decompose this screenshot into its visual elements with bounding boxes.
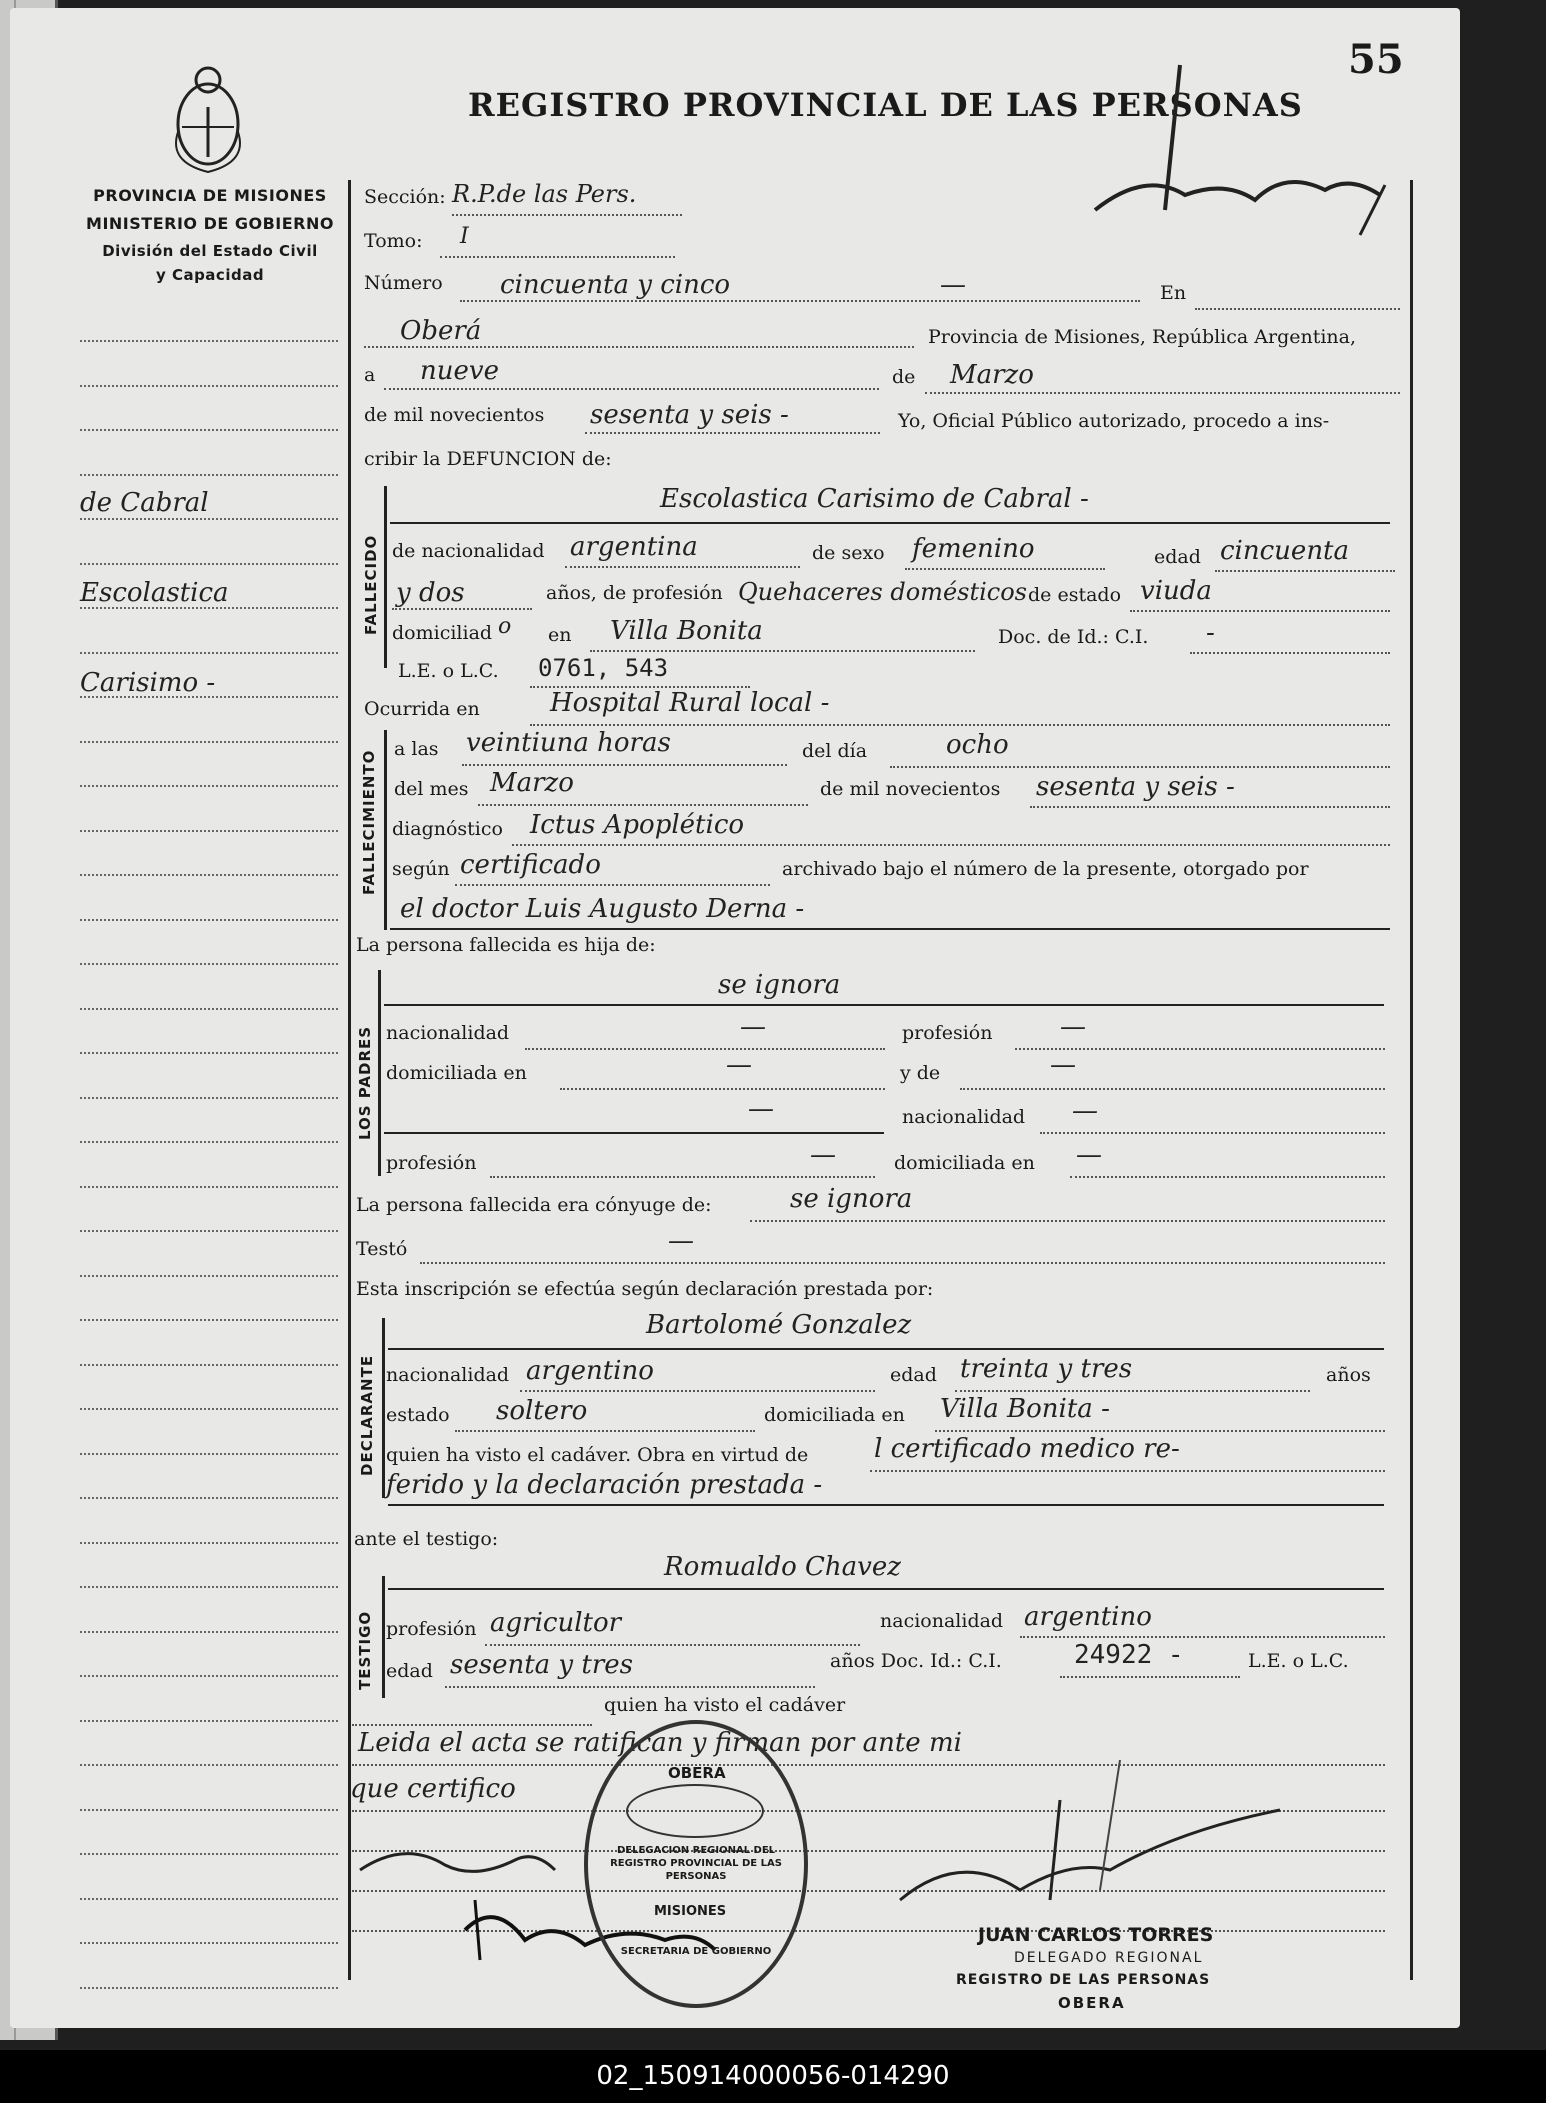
ocurrida-value: Hospital Rural local -	[550, 688, 830, 718]
madre-nac-value: —	[1072, 1096, 1098, 1126]
padre-profesion-label: profesión	[902, 1022, 993, 1044]
padre-nac-value: —	[740, 1012, 766, 1042]
mes-fall-value: Marzo	[490, 768, 574, 798]
domiciliado-suffix: o	[498, 614, 512, 639]
obra-value-2: ferido y la declaración prestada -	[386, 1470, 823, 1500]
t-edad-label: edad	[386, 1660, 433, 1682]
hora-value: veintiuna horas	[466, 728, 671, 758]
decl-edad-label: edad	[890, 1364, 937, 1386]
officer-name: JUAN CARLOS TORRES	[978, 1924, 1214, 1946]
margin-note-1: de Cabral	[80, 488, 209, 518]
nacionalidad-line	[565, 566, 800, 568]
ocurrida-label: Ocurrida en	[364, 698, 480, 720]
padre-prof-value: —	[1060, 1012, 1086, 1042]
mes-line	[925, 392, 1400, 394]
yo-oficial-label: Yo, Oficial Público autorizado, procedo a ins-	[898, 410, 1330, 432]
numero-line	[460, 300, 1140, 302]
margin-line	[80, 1764, 338, 1766]
madre-domiciliada-label: domiciliada en	[894, 1152, 1035, 1174]
conyuge-line	[750, 1220, 1385, 1222]
leida-value-2: que certifico	[350, 1774, 516, 1804]
edad2-line	[392, 608, 532, 610]
fallecido-section-label: FALLECIDO	[362, 534, 380, 635]
dia-value: nueve	[420, 356, 499, 386]
margin-line	[80, 1275, 338, 1277]
right-border	[1410, 180, 1413, 1980]
signature-top	[1085, 60, 1395, 240]
footer-id: 02_150914000056-014290	[0, 2050, 1546, 2103]
ci-value: -	[1206, 618, 1215, 648]
margin-line	[80, 652, 338, 654]
t-quien-line	[352, 1724, 592, 1726]
en-domicilio-label: en	[548, 624, 572, 646]
declarante-value: Bartolomé Gonzalez	[646, 1310, 912, 1340]
signature-bottom-right	[880, 1740, 1300, 1920]
edad-value-1: cincuenta	[1220, 536, 1350, 566]
edad-label: edad	[1154, 546, 1201, 568]
decl-estado-label: estado	[386, 1404, 450, 1426]
domicilio-value: Villa Bonita	[610, 616, 763, 646]
tomo-label: Tomo:	[364, 230, 423, 252]
madre-profesion-label: profesión	[386, 1152, 477, 1174]
madre-value: —	[1050, 1050, 1076, 1080]
dia-fall-line	[890, 766, 1390, 768]
margin-line	[80, 919, 338, 921]
margin-divider	[348, 180, 351, 1980]
seccion-value: R.P.de las Pers.	[452, 180, 637, 208]
page-number: 55	[1348, 36, 1404, 83]
margin-note-2: Escolastica	[80, 578, 229, 608]
decl-estado-value: soltero	[496, 1396, 588, 1426]
sexo-line	[905, 568, 1105, 570]
padre-nacionalidad-label: nacionalidad	[386, 1022, 510, 1044]
ante-testigo-label: ante el testigo:	[354, 1528, 499, 1550]
margin-line	[80, 963, 338, 965]
madre-prof-value: —	[810, 1140, 836, 1170]
estado-value: viuda	[1140, 576, 1212, 606]
nacionalidad-de-label: de nacionalidad	[392, 540, 545, 562]
dia-line	[384, 388, 879, 390]
stamp-top-text: OBERA	[668, 1764, 726, 1782]
margin-line	[80, 1675, 338, 1677]
padres-value: se ignora	[718, 970, 841, 1000]
obra-value-1: l certificado medico re-	[874, 1434, 1180, 1464]
sexo-label: de sexo	[812, 542, 885, 564]
a-label: a	[364, 364, 376, 386]
t-profesion-label: profesión	[386, 1618, 477, 1640]
margin-line	[80, 563, 338, 565]
fallecido-nombre: Escolastica Carisimo de Cabral -	[660, 484, 1089, 514]
decl-dom-value: Villa Bonita -	[940, 1394, 1110, 1424]
estado-label: de estado	[1028, 584, 1122, 606]
testo-value: —	[668, 1226, 694, 1256]
stamp-inner-emblem	[626, 1784, 764, 1838]
de-mil-label: de mil novecientos	[364, 404, 545, 426]
province-label: PROVINCIA DE MISIONES	[93, 186, 327, 205]
decl-edad-value: treinta y tres	[960, 1354, 1133, 1384]
padres-line	[384, 1004, 1384, 1006]
archivado-label: archivado bajo el número de la presente, otorgado por	[782, 858, 1309, 880]
en-line	[1195, 308, 1400, 310]
tomo-line	[440, 256, 675, 258]
t-quien-label: quien ha visto el cadáver	[604, 1694, 846, 1716]
anio-fall-value: sesenta y seis -	[1036, 772, 1235, 802]
officer-place: OBERA	[1058, 1994, 1126, 2012]
madre-prof-line	[490, 1176, 875, 1178]
margin-line	[80, 1898, 338, 1900]
segun-value: certificado	[460, 850, 601, 880]
del-dia-label: del día	[802, 740, 868, 762]
decl-anios-label: años	[1326, 1364, 1371, 1386]
testigo-bracket	[382, 1576, 385, 1698]
diagnostico-label: diagnóstico	[392, 818, 503, 840]
fallecido-bracket	[384, 486, 387, 668]
padre-nac-line	[525, 1048, 885, 1050]
decl-edad-line	[955, 1390, 1310, 1392]
hora-line	[462, 764, 787, 766]
margin-line	[80, 1364, 338, 1366]
decl-nacionalidad-label: nacionalidad	[386, 1364, 510, 1386]
testo-label: Testó	[356, 1238, 408, 1260]
fallecido-nombre-line	[390, 522, 1390, 524]
diagnostico-value: Ictus Apoplético	[530, 810, 745, 840]
margin-line	[80, 1052, 338, 1054]
ocurrida-line	[530, 724, 1390, 726]
lc-value: 0761, 543	[538, 654, 669, 682]
testigo-section-label: TESTIGO	[356, 1610, 374, 1690]
fallecimiento-bracket	[384, 730, 387, 930]
stamp-bottom-text-2: SECRETARIA DE GOBIERNO	[620, 1946, 772, 1957]
madre-nacionalidad-label: nacionalidad	[902, 1106, 1026, 1128]
t-nacionalidad-line	[1020, 1636, 1385, 1638]
sexo-value: femenino	[912, 534, 1035, 564]
padre-dom-line	[560, 1088, 885, 1090]
declarante-bracket	[382, 1318, 385, 1498]
t-profesion-value: agricultor	[490, 1608, 622, 1638]
margin-line	[80, 1631, 338, 1633]
anios-profesion-label: años, de profesión	[546, 582, 723, 604]
diagnostico-line	[512, 844, 1390, 846]
provincia-label: Provincia de Misiones, República Argentina,	[928, 326, 1357, 348]
ministry-label: MINISTERIO DE GOBIERNO	[86, 214, 334, 233]
segun-label: según	[392, 858, 450, 880]
dia-fall-value: ocho	[946, 730, 1009, 760]
declarante-section-label: DECLARANTE	[358, 1354, 376, 1476]
margin-line	[80, 1186, 338, 1188]
coat-of-arms-icon	[168, 62, 248, 177]
stamp-bottom-text: MISIONES	[654, 1904, 727, 1919]
obra-line-2	[388, 1504, 1384, 1506]
lugar-value: Oberá	[400, 316, 482, 346]
numero-value: cincuenta y cinco	[500, 270, 731, 300]
de-label: de	[892, 366, 916, 388]
t-edad-line	[445, 1686, 815, 1688]
ci-line	[1190, 652, 1390, 654]
mes-value: Marzo	[950, 360, 1034, 390]
margin-line	[80, 385, 338, 387]
margin-line	[80, 1319, 338, 1321]
decl-dom-line	[935, 1430, 1385, 1432]
domicilio-line	[590, 650, 975, 652]
margin-note-3: Carisimo -	[80, 668, 216, 698]
margin-line	[80, 785, 338, 787]
y-de-label: y de	[900, 1062, 941, 1084]
doc-id-label: Doc. de Id.: C.I.	[998, 626, 1149, 648]
decl-domiciliada-label: domiciliada en	[764, 1404, 905, 1426]
decl-nac-line	[520, 1390, 875, 1392]
margin-line	[80, 1542, 338, 1544]
tomo-value: I	[460, 224, 469, 249]
margin-line	[80, 874, 338, 876]
medico-value: el doctor Luis Augusto Derna -	[400, 894, 805, 924]
edad-line	[1215, 570, 1395, 572]
margin-line	[80, 830, 338, 832]
madre-dom-value: —	[1076, 1140, 1102, 1170]
t-edad-value: sesenta y tres	[450, 1650, 633, 1680]
document-page	[10, 8, 1460, 2028]
de-mil-2-label: de mil novecientos	[820, 778, 1001, 800]
margin-line	[80, 340, 338, 342]
conyuge-label: La persona fallecida era cónyuge de:	[356, 1194, 712, 1216]
stamp-ring-text: DELEGACION REGIONAL DEL REGISTRO PROVINCIAL DE LAS PERSONAS	[610, 1845, 782, 1882]
margin-line	[80, 741, 338, 743]
margin-line	[80, 1853, 338, 1855]
padre-domiciliada-label: domiciliada en	[386, 1062, 527, 1084]
fallecimiento-section-label: FALLECIMIENTO	[360, 749, 378, 895]
margin-line	[80, 474, 338, 476]
margin-line	[80, 1230, 338, 1232]
conyuge-value: se ignora	[790, 1184, 913, 1214]
obra-line-1	[870, 1470, 1385, 1472]
t-le-lc-label: L.E. o L.C.	[1248, 1650, 1349, 1672]
declarante-line	[388, 1348, 1384, 1350]
madre-nombre-line	[384, 1132, 884, 1134]
margin-line	[80, 1097, 338, 1099]
madre-nombre-value: —	[748, 1094, 774, 1124]
division-label: División del Estado Civil	[102, 242, 318, 260]
t-anios-doc-label: años Doc. Id.: C.I.	[830, 1650, 1002, 1672]
t-nacionalidad-value: argentino	[1024, 1602, 1152, 1632]
del-mes-label: del mes	[394, 778, 469, 800]
margin-line	[80, 1809, 338, 1811]
lugar-line	[364, 346, 914, 348]
officer-role: DELEGADO REGIONAL	[1014, 1950, 1204, 1966]
le-lc-label: L.E. o L.C.	[398, 660, 499, 682]
nacionalidad-value: argentina	[570, 532, 698, 562]
margin-line	[80, 1987, 338, 1989]
madre-dom-line	[1070, 1176, 1385, 1178]
quien-ha-visto-label: quien ha visto el cadáver. Obra en virtud de	[386, 1444, 809, 1466]
testo-line	[420, 1262, 1385, 1264]
domiciliado-label: domiciliad	[392, 622, 493, 644]
seccion-label: Sección:	[364, 186, 446, 208]
inscripcion-label: Esta inscripción se efectúa según declaración prestada por:	[356, 1278, 934, 1300]
t-ci-value: 24922 -	[1074, 1640, 1184, 1670]
madre-nac-line	[1040, 1132, 1385, 1134]
a-las-label: a las	[394, 738, 439, 760]
edad-value-2: y dos	[396, 578, 465, 608]
official-stamp	[584, 1720, 808, 2008]
seccion-line	[452, 214, 682, 216]
madre-line	[960, 1088, 1385, 1090]
cribir-label: cribir la DEFUNCION de:	[364, 448, 612, 470]
margin-line	[80, 429, 338, 431]
padre-dom-value: —	[726, 1050, 752, 1080]
margin-line	[80, 1453, 338, 1455]
decl-nac-value: argentino	[526, 1356, 654, 1386]
decl-estado-line	[455, 1430, 755, 1432]
profesion-value: Quehaceres domésticos	[738, 578, 1027, 606]
margin-line	[80, 1942, 338, 1944]
numero-dash: —	[940, 270, 966, 300]
anio-line	[585, 432, 880, 434]
officer-office: REGISTRO DE LAS PERSONAS	[956, 1972, 1211, 1988]
t-nacionalidad-label: nacionalidad	[880, 1610, 1004, 1632]
margin-line	[80, 1720, 338, 1722]
t-ci-line	[1060, 1676, 1240, 1678]
margin-line	[80, 1586, 338, 1588]
segun-line	[455, 884, 770, 886]
margin-line	[80, 1141, 338, 1143]
medico-line	[390, 928, 1390, 930]
anio-value: sesenta y seis -	[590, 400, 789, 430]
estado-line	[1130, 610, 1390, 612]
numero-label: Número	[364, 272, 443, 294]
testigo-line	[388, 1588, 1384, 1590]
hija-de-label: La persona fallecida es hija de:	[356, 934, 656, 956]
testigo-value: Romualdo Chavez	[664, 1552, 901, 1582]
en-label: En	[1160, 282, 1187, 304]
document-title: REGISTRO PROVINCIAL DE LAS PERSONAS	[468, 86, 1303, 124]
margin-line	[80, 1408, 338, 1410]
t-profesion-line	[485, 1644, 860, 1646]
capacidad-label: y Capacidad	[155, 266, 265, 284]
leida-value-1: Leida el acta se ratifican y firman por ante mi	[358, 1728, 962, 1758]
padres-section-label: LOS PADRES	[356, 1025, 374, 1140]
anio-fall-line	[1030, 806, 1390, 808]
mes-fall-line	[478, 804, 808, 806]
padres-bracket	[378, 970, 381, 1176]
margin-line	[80, 1497, 338, 1499]
margin-line	[80, 518, 338, 520]
margin-line	[80, 1008, 338, 1010]
